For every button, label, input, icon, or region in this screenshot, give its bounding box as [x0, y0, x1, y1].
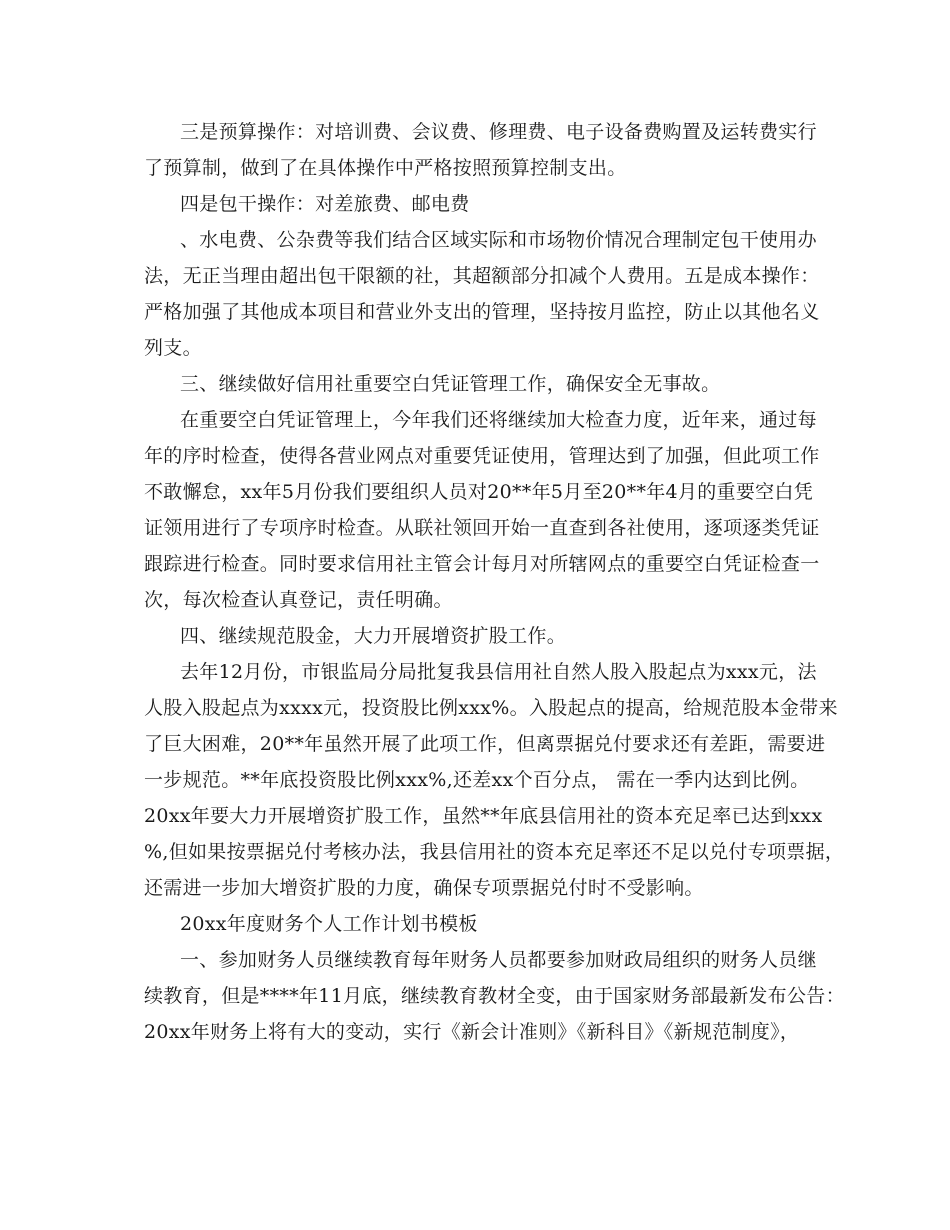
text-line: 跟踪进行检查。同时要求信用社主管会计每月对所辖网点的重要空白凭证检查一	[144, 553, 820, 575]
text-line: 证领用进行了专项序时检查。从联社领回开始一直查到各社使用，逐项逐类凭证	[144, 517, 820, 539]
text-line: 次，每次检查认真登记，责任明确。	[144, 589, 453, 611]
text-line: 三是预算操作：对培训费、会议费、修理费、电子设备费购置及运转费实行	[180, 121, 817, 143]
text-line: 一、参加财务人员继续教育每年财务人员都要参加财政局组织的财务人员继	[180, 949, 817, 971]
text-line: 一步规范。**年底投资股比例xxx%,还差xx个百分点， 需在一季内达到比例。	[144, 769, 810, 791]
text-line: 法，无正当理由超出包干限额的社，其超额部分扣减个人费用。五是成本操作：	[144, 265, 820, 287]
text-line: 还需进一步加大增资扩股的力度，确保专项票据兑付时不受影响。	[144, 877, 704, 899]
text-line: 去年12月份，市银监局分局批复我县信用社自然人股入股起点为xxx元，法	[180, 661, 817, 683]
section-heading: 四、继续规范股金，大力开展增资扩股工作。	[180, 625, 567, 647]
text-line: 年的序时检查，使得各营业网点对重要凭证使用，管理达到了加强，但此项工作	[144, 445, 820, 467]
text-line: 了预算制，做到了在具体操作中严格按照预算控制支出。	[144, 157, 627, 179]
text-line: 列支。	[144, 337, 202, 359]
text-line: 20xx年财务上将有大的变动，实行《新会计准则》《新科目》《新规范制度》，	[144, 1021, 800, 1043]
text-line: 不敢懈怠，xx年5月份我们要组织人员对20**年5月至20**年4月的重要空白凭	[144, 481, 814, 503]
text-line: 四是包干操作：对差旅费、邮电费	[180, 193, 470, 215]
text-line: 、水电费、公杂费等我们结合区域实际和市场物价情况合理制定包干使用办	[180, 229, 817, 251]
text-line: %,但如果按票据兑付考核办法，我县信用社的资本充足率还不足以兑付专项票据，	[144, 841, 845, 863]
section-heading: 三、继续做好信用社重要空白凭证管理工作，确保安全无事故。	[180, 373, 721, 395]
text-line: 严格加强了其他成本项目和营业外支出的管理，坚持按月监控，防止以其他名义	[144, 301, 820, 323]
text-line: 人股入股起点为xxxx元，投资股比例xxx%。入股起点的提高，给规范股本金带来	[144, 697, 838, 719]
text-line: 续教育，但是****年11月底，继续教育教材全变，由于国家财务部最新发布公告：	[144, 985, 845, 1007]
text-line: 在重要空白凭证管理上，今年我们还将继续加大检查力度，近年来，通过每	[180, 409, 817, 431]
section-heading: 20xx年度财务个人工作计划书模板	[180, 913, 478, 935]
text-line: 20xx年要大力开展增资扩股工作，虽然**年底县信用社的资本充足率已达到xxx	[144, 805, 823, 827]
text-line: 了巨大困难，20**年虽然开展了此项工作，但离票据兑付要求还有差距，需要进	[144, 733, 826, 755]
